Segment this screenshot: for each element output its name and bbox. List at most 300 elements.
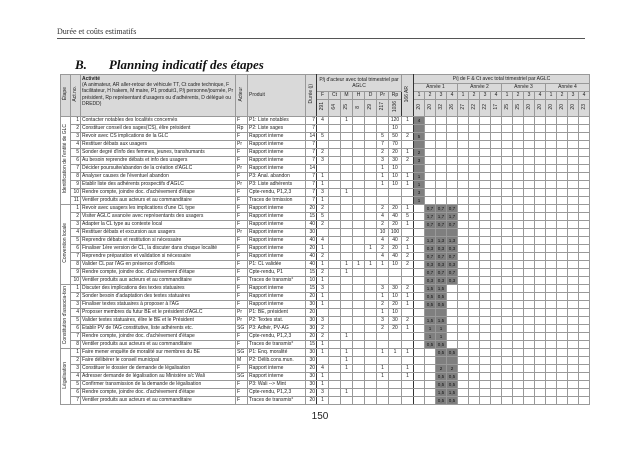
quarter-cell: 1	[436, 333, 447, 341]
quarter-cell	[480, 261, 491, 269]
quarter-header: 3	[436, 92, 447, 100]
pj-ct	[329, 397, 341, 405]
product: P2: Délib.cons.mun.	[248, 357, 306, 365]
table-row	[61, 165, 590, 173]
quarter-cell	[524, 165, 535, 173]
duree: 40	[306, 221, 317, 229]
quarter-cell	[557, 149, 568, 157]
quarter-cell: 1,7	[436, 213, 447, 221]
ar: 2	[402, 157, 414, 165]
pj-f: 1	[317, 261, 329, 269]
quarter-cell	[513, 173, 524, 181]
actor: F	[236, 133, 248, 141]
quarter-cell	[524, 365, 535, 373]
activity: Au besoin reprendre débats et info des usagers	[81, 157, 236, 165]
quarter-cell	[502, 173, 513, 181]
quarter-cell	[458, 397, 469, 405]
actor: F	[236, 269, 248, 277]
pj-d	[365, 309, 377, 317]
quarter-cell	[535, 309, 546, 317]
quarter-cell	[513, 229, 524, 237]
quarter-cell	[502, 157, 513, 165]
pj-m: 1	[341, 261, 353, 269]
act-no: 4	[71, 309, 81, 317]
pj-d	[365, 117, 377, 125]
quarter-cell	[557, 373, 568, 381]
quarter-total: 22	[480, 100, 491, 117]
pj-m	[341, 325, 353, 333]
table-row	[61, 221, 590, 229]
act-no: 5	[71, 149, 81, 157]
quarter-cell	[469, 349, 480, 357]
quarter-cell	[414, 245, 425, 253]
quarter-cell	[458, 277, 469, 285]
pj-rp: 40	[389, 213, 402, 221]
quarter-cell	[458, 309, 469, 317]
quarter-cell	[425, 389, 436, 397]
quarter-cell	[491, 205, 502, 213]
pj-h	[353, 197, 365, 205]
pj-f: 3	[317, 189, 329, 197]
quarter-cell	[502, 293, 513, 301]
quarter-cell	[469, 221, 480, 229]
quarter-cell	[502, 389, 513, 397]
ar: 5	[402, 213, 414, 221]
duree: 14	[306, 133, 317, 141]
duree: 30	[306, 373, 317, 381]
quarter-cell	[447, 293, 458, 301]
quarter-cell	[546, 141, 557, 149]
pj-rp	[389, 389, 402, 397]
quarter-header: 3	[568, 92, 579, 100]
quarter-cell	[502, 317, 513, 325]
pj-h	[353, 181, 365, 189]
actor: Pr	[236, 181, 248, 189]
quarter-cell	[469, 253, 480, 261]
pj-ct	[329, 245, 341, 253]
col-etape: Étape	[61, 75, 71, 117]
quarter-cell	[557, 213, 568, 221]
pj-m	[341, 173, 353, 181]
quarter-cell	[568, 269, 579, 277]
pj-d	[365, 221, 377, 229]
quarter-cell	[579, 349, 590, 357]
pj-rp: 20	[389, 245, 402, 253]
quarter-cell	[557, 165, 568, 173]
quarter-cell	[458, 237, 469, 245]
product: Rapport interne	[248, 133, 306, 141]
quarter-cell	[425, 181, 436, 189]
quarter-cell	[535, 357, 546, 365]
quarter-cell: 3	[414, 189, 425, 197]
pj-rp	[389, 373, 402, 381]
quarter-cell	[513, 133, 524, 141]
quarter-cell	[513, 285, 524, 293]
quarter-cell	[546, 245, 557, 253]
quarter-cell	[491, 197, 502, 205]
quarter-cell	[557, 125, 568, 133]
quarter-cell	[557, 277, 568, 285]
ar	[402, 165, 414, 173]
duree: 40	[306, 261, 317, 269]
quarter-cell	[414, 309, 425, 317]
quarter-cell	[535, 333, 546, 341]
actor: F	[236, 341, 248, 349]
quarter-cell	[535, 125, 546, 133]
act-no: 11	[71, 197, 81, 205]
product: P1: CL validée	[248, 261, 306, 269]
quarter-cell	[447, 309, 458, 317]
activity: Rendre compte, joindre doc. d'achèvement d'étape	[81, 189, 236, 197]
actor: F	[236, 293, 248, 301]
table-row	[61, 389, 590, 397]
duree: 7	[306, 173, 317, 181]
activity: Contacter notables des localités concernés	[81, 117, 236, 125]
quarter-cell	[535, 221, 546, 229]
quarter-total: 23	[579, 100, 590, 117]
quarter-cell: 0,5	[425, 341, 436, 349]
pj-m	[341, 221, 353, 229]
actor-code-m: M	[341, 92, 353, 100]
quarter-cell	[524, 277, 535, 285]
quarter-cell	[524, 261, 535, 269]
pj-rp: 20	[389, 221, 402, 229]
ar: 1	[402, 221, 414, 229]
duree: 20	[306, 365, 317, 373]
pj-ct	[329, 141, 341, 149]
act-no: 6	[71, 389, 81, 397]
quarter-cell	[557, 381, 568, 389]
quarter-cell	[502, 381, 513, 389]
pj-d	[365, 149, 377, 157]
actor-total: 291	[317, 100, 329, 117]
quarter-cell	[579, 309, 590, 317]
quarter-cell	[469, 141, 480, 149]
quarter-cell	[568, 341, 579, 349]
quarter-cell	[524, 205, 535, 213]
quarter-cell	[414, 389, 425, 397]
quarter-cell	[502, 189, 513, 197]
quarter-cell	[579, 381, 590, 389]
pj-rp: 10	[389, 125, 402, 133]
pj-h	[353, 253, 365, 261]
pj-f: 2	[317, 205, 329, 213]
quarter-header: 4	[579, 92, 590, 100]
quarter-cell	[513, 293, 524, 301]
quarter-cell	[579, 189, 590, 197]
pj-f: 1	[317, 373, 329, 381]
quarter-cell	[535, 261, 546, 269]
quarter-cell	[491, 277, 502, 285]
quarter-cell	[447, 149, 458, 157]
act-no: 1	[71, 117, 81, 125]
quarter-cell	[469, 389, 480, 397]
pj-ct	[329, 125, 341, 133]
pj-rp: 10	[389, 173, 402, 181]
quarter-cell	[579, 141, 590, 149]
actor: Pr	[236, 309, 248, 317]
quarter-cell	[414, 317, 425, 325]
pj-pr	[377, 189, 389, 197]
activity: Reprendre débats et restitution si nécessaire	[81, 237, 236, 245]
pj-rp	[389, 277, 402, 285]
quarter-cell	[513, 365, 524, 373]
pj-h	[353, 365, 365, 373]
pj-ct	[329, 133, 341, 141]
duree: 7	[306, 181, 317, 189]
pj-ct	[329, 205, 341, 213]
quarter-cell	[480, 341, 491, 349]
quarter-cell	[480, 221, 491, 229]
table-row	[61, 117, 590, 125]
quarter-cell	[513, 269, 524, 277]
pj-f: 1	[317, 381, 329, 389]
quarter-cell	[480, 285, 491, 293]
pj-pr: 1	[377, 261, 389, 269]
quarter-cell	[502, 269, 513, 277]
quarter-cell: 1,7	[425, 213, 436, 221]
duree: 15	[306, 285, 317, 293]
pj-d	[365, 237, 377, 245]
actor: F	[236, 117, 248, 125]
duree: 15	[306, 341, 317, 349]
quarter-cell	[480, 381, 491, 389]
product: Traces de transmis°	[248, 397, 306, 405]
quarter-cell	[546, 221, 557, 229]
quarter-cell	[469, 397, 480, 405]
duree: 20	[306, 309, 317, 317]
quarter-cell	[579, 333, 590, 341]
quarter-cell	[524, 349, 535, 357]
quarter-cell	[458, 117, 469, 125]
pj-rp: 30	[389, 157, 402, 165]
quarter-cell: 1	[414, 173, 425, 181]
stage-label: Identification de l'entité de GLC	[61, 117, 71, 205]
quarter-cell	[447, 189, 458, 197]
actor-code-f: F	[317, 92, 329, 100]
table-row	[61, 141, 590, 149]
section-title-text: Planning indicatif des étapes	[108, 57, 264, 72]
pj-rp	[389, 341, 402, 349]
quarter-cell	[568, 357, 579, 365]
quarter-cell	[513, 349, 524, 357]
pj-f: 1	[317, 277, 329, 285]
quarter-cell	[425, 309, 436, 317]
quarter-cell	[491, 389, 502, 397]
table-row	[61, 149, 590, 157]
actor: F	[236, 149, 248, 157]
pj-ct	[329, 285, 341, 293]
quarter-cell	[568, 149, 579, 157]
pj-d	[365, 277, 377, 285]
pj-h	[353, 245, 365, 253]
pj-h	[353, 293, 365, 301]
activity: Ventiler produits aux acteurs et au commanditaire	[81, 197, 236, 205]
quarter-cell: 0,3	[436, 261, 447, 269]
quarter-cell	[568, 333, 579, 341]
quarter-cell	[513, 157, 524, 165]
table-row	[61, 229, 590, 237]
quarter-cell	[546, 389, 557, 397]
quarter-cell	[524, 133, 535, 141]
quarter-cell	[491, 117, 502, 125]
pj-h	[353, 381, 365, 389]
pj-m	[341, 229, 353, 237]
ar: 1	[402, 349, 414, 357]
quarter-cell	[458, 229, 469, 237]
pj-rp: 10	[389, 293, 402, 301]
quarter-cell	[480, 189, 491, 197]
pj-d	[365, 189, 377, 197]
pj-f: 5	[317, 213, 329, 221]
pj-rp: 20	[389, 301, 402, 309]
table-row	[61, 373, 590, 381]
activity: Rendre compte, joindre doc. d'achèvement d'étape	[81, 333, 236, 341]
actor: SG	[236, 349, 248, 357]
quarter-cell	[524, 141, 535, 149]
pj-ct	[329, 213, 341, 221]
product: P3: Anal. abandon	[248, 173, 306, 181]
product: Rapport interne	[248, 221, 306, 229]
pj-rp	[389, 269, 402, 277]
pj-f: 2	[317, 221, 329, 229]
quarter-cell	[425, 349, 436, 357]
quarter-cell	[524, 397, 535, 405]
quarter-cell	[491, 125, 502, 133]
pj-ct	[329, 357, 341, 365]
quarter-cell: 0,7	[447, 269, 458, 277]
quarter-cell	[524, 301, 535, 309]
pj-d	[365, 357, 377, 365]
quarter-cell	[524, 245, 535, 253]
act-no: 3	[71, 221, 81, 229]
activity: Sonder besoin d'adaptation des textes statuaires	[81, 293, 236, 301]
quarter-header: 3	[524, 92, 535, 100]
pj-pr: 1	[377, 373, 389, 381]
activity: Rendre compte, joindre doc. d'achèvement d'étape	[81, 389, 236, 397]
act-no: 5	[71, 381, 81, 389]
quarter-cell	[480, 325, 491, 333]
ar	[402, 125, 414, 133]
product: Cpte-rendu, P1,2,3	[248, 189, 306, 197]
duree: 20	[306, 397, 317, 405]
quarter-cell	[546, 149, 557, 157]
pj-ct	[329, 189, 341, 197]
quarter-header: 1	[502, 92, 513, 100]
quarter-cell	[491, 293, 502, 301]
pj-d	[365, 229, 377, 237]
actor: F	[236, 301, 248, 309]
quarter-cell	[513, 197, 524, 205]
quarter-cell	[480, 173, 491, 181]
pj-d	[365, 293, 377, 301]
activity: Ventiler produits aux acteurs et au commanditaire	[81, 341, 236, 349]
pj-m	[341, 197, 353, 205]
pj-h	[353, 309, 365, 317]
quarter-cell	[513, 397, 524, 405]
pj-m	[341, 133, 353, 141]
col-acteur: Acteur	[236, 75, 248, 117]
pj-ct	[329, 157, 341, 165]
ar: 2	[402, 133, 414, 141]
quarter-cell	[535, 173, 546, 181]
quarter-cell	[568, 373, 579, 381]
table-row	[61, 237, 590, 245]
table-body	[61, 117, 590, 405]
quarter-cell	[535, 285, 546, 293]
duree: 7	[306, 125, 317, 133]
quarter-cell	[557, 333, 568, 341]
pj-pr: 2	[377, 245, 389, 253]
pj-pr	[377, 381, 389, 389]
pj-d	[365, 365, 377, 373]
pj-f: 5	[317, 133, 329, 141]
quarter-cell	[568, 253, 579, 261]
pj-ct	[329, 301, 341, 309]
pj-rp	[389, 333, 402, 341]
ar	[402, 197, 414, 205]
pj-f: 3	[317, 389, 329, 397]
table-row	[61, 365, 590, 373]
actor: F	[236, 189, 248, 197]
quarter-header: 1	[458, 92, 469, 100]
quarter-cell: 1	[425, 325, 436, 333]
quarter-cell	[414, 349, 425, 357]
pj-pr	[377, 197, 389, 205]
table-header	[61, 75, 590, 117]
quarter-cell	[502, 349, 513, 357]
duree: 20	[306, 205, 317, 213]
quarter-cell: 4	[414, 117, 425, 125]
actor: F	[236, 261, 248, 269]
quarter-cell: 0,5	[436, 373, 447, 381]
quarter-cell	[414, 293, 425, 301]
ar	[402, 333, 414, 341]
quarter-cell	[458, 325, 469, 333]
quarter-cell	[524, 333, 535, 341]
quarter-cell	[557, 261, 568, 269]
quarter-cell	[568, 205, 579, 213]
pj-rp	[389, 365, 402, 373]
quarter-cell	[469, 333, 480, 341]
quarter-cell	[568, 293, 579, 301]
quarter-total: 25	[502, 100, 513, 117]
quarter-cell: 0,3	[447, 277, 458, 285]
quarter-cell	[579, 181, 590, 189]
quarter-cell	[469, 125, 480, 133]
quarter-cell	[458, 253, 469, 261]
quarter-cell	[568, 389, 579, 397]
quarter-cell	[469, 269, 480, 277]
table-row	[61, 357, 590, 365]
quarter-total: 27	[458, 100, 469, 117]
quarter-cell	[491, 229, 502, 237]
quarter-cell	[414, 341, 425, 349]
actor: F	[236, 245, 248, 253]
quarter-cell	[458, 181, 469, 189]
quarter-cell	[480, 229, 491, 237]
quarter-cell	[458, 389, 469, 397]
quarter-cell: 0,3	[436, 277, 447, 285]
quarter-cell	[513, 213, 524, 221]
quarter-cell	[491, 285, 502, 293]
quarter-cell	[557, 349, 568, 357]
quarter-cell	[535, 293, 546, 301]
pj-rp: 10	[389, 165, 402, 173]
quarter-cell	[480, 253, 491, 261]
quarter-cell: 0,3	[447, 261, 458, 269]
quarter-cell	[557, 253, 568, 261]
